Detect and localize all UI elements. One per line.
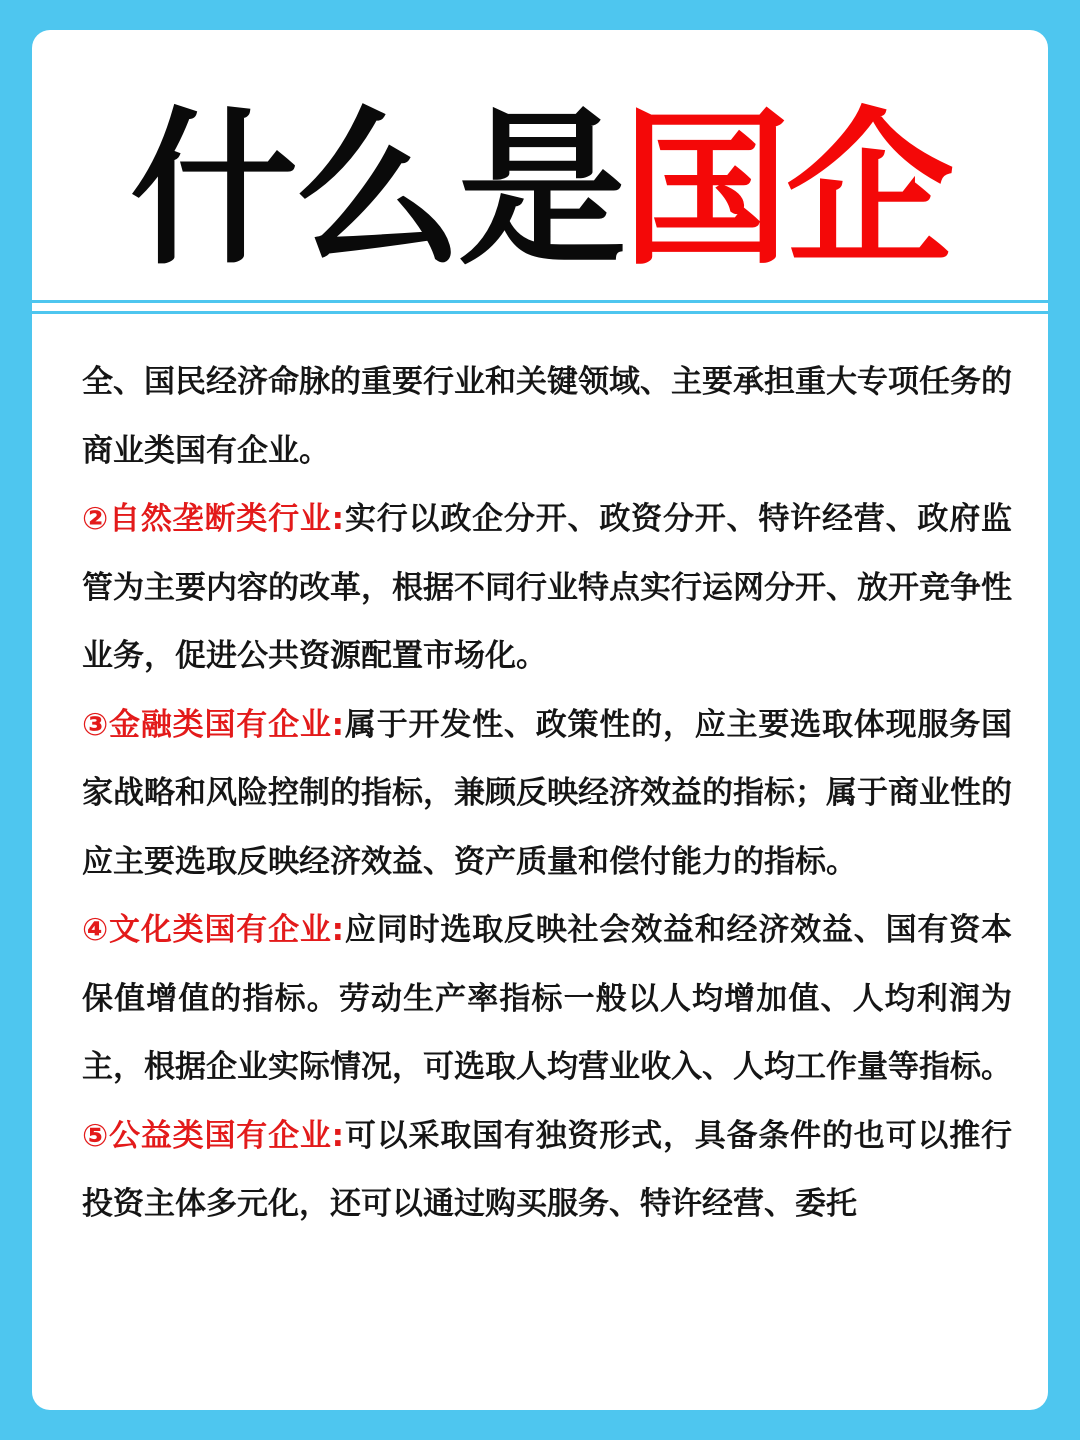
paragraph-3 xyxy=(82,691,1012,897)
paragraph-text: 全、国民经济命脉的重要行业和关键领域、主要承担重大专项任务的商业类国有企业。 xyxy=(82,364,1012,469)
title-black-part: 什么是 xyxy=(130,92,622,288)
paragraph-text: 实行以政企分开、政资分开、特许经营、政府监管为主要内容的改革，根据不同行业特点实行运网分开、放开竞争性业务，促进公共资源配置市场化。 xyxy=(82,501,1012,674)
title-divider-top xyxy=(32,300,1048,303)
paragraph-2 xyxy=(82,485,1012,691)
paragraph-1 xyxy=(82,348,1012,485)
page-title xyxy=(32,92,1048,288)
paragraph-text: 属于开发性、政策性的，应主要选取体现服务国家战略和风险控制的指标，兼顾反映经济效益的指标；属于商业性的应主要选取反映经济效益、资产质量和偿付能力的指标。 xyxy=(82,706,1012,880)
paragraph-lead: ④文化类国有企业: xyxy=(82,912,345,948)
title-divider-bottom xyxy=(32,311,1048,314)
paragraph-lead: ②自然垄断类行业: xyxy=(82,501,345,537)
paragraph-lead: ⑤公益类国有企业: xyxy=(82,1117,345,1154)
paragraph-5 xyxy=(82,1102,1012,1239)
paragraph-4 xyxy=(82,896,1012,1102)
article-body xyxy=(82,348,1012,1239)
title-red-part: 国企 xyxy=(622,92,950,288)
paragraph-text: 可以采取国有独资形式，具备条件的也可以推行投资主体多元化，还可以通过购买服务、特许经营、委托 xyxy=(82,1117,1012,1222)
content-card xyxy=(32,30,1048,1410)
paragraph-lead: ③金融类国有企业: xyxy=(82,706,345,743)
paragraph-text: 应同时选取反映社会效益和经济效益、国有资本保值增值的指标。劳动生产率指标一般以人均增加值、人均利润为主，根据企业实际情况，可选取人均营业收入、人均工作量等指标。 xyxy=(82,912,1012,1085)
